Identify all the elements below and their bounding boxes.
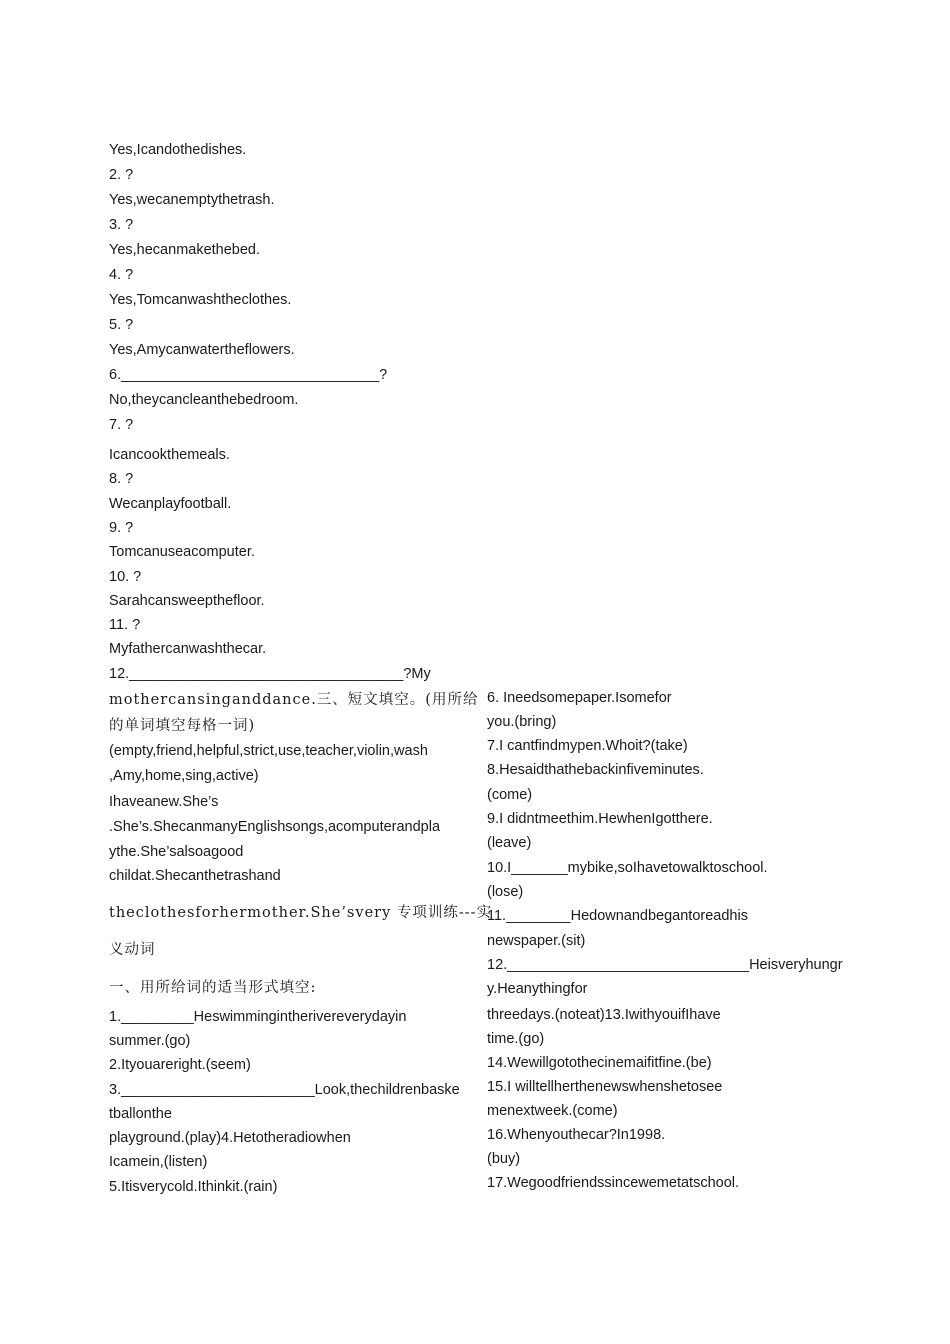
text-line: 8. ? (109, 471, 134, 487)
text-line: mothercansinganddance.三、短文填空。(用所给 (109, 692, 479, 708)
text-line: (buy) (487, 1151, 521, 1167)
text-line: Wecanplayfootball. (109, 496, 232, 512)
text-line: y.Heanythingfor (487, 981, 588, 997)
text-line: Yes,hecanmakethebed. (109, 242, 261, 258)
text-line: 9.I didntmeethim.HewhenIgotthere. (487, 811, 713, 827)
text-line: Tomcanuseacomputer. (109, 544, 255, 560)
text-line: No,theycancleanthebedroom. (109, 392, 299, 408)
text-line: Yes,wecanemptythetrash. (109, 192, 275, 208)
text-line: (come) (487, 787, 533, 803)
text-line: 8.Hesaidthathebackinfiveminutes. (487, 762, 704, 778)
text-line: Yes,Tomcanwashtheclothes. (109, 292, 292, 308)
text-line: 17.Wegoodfriendssincewemetatschool. (487, 1175, 740, 1191)
text-line: 5.Itisverycold.Ithinkit.(rain) (109, 1179, 278, 1195)
text-line: Icancookthemeals. (109, 447, 230, 463)
text-line: 2.Ityouareright.(seem) (109, 1057, 251, 1073)
text-line: 6. Ineedsomepaper.Isomefor (487, 690, 672, 706)
text-line: 3. ? (109, 217, 134, 233)
text-line: 10.I_______mybike,soIhavetowalktoschool. (487, 860, 768, 876)
text-line: ,Amy,home,sing,active) (109, 768, 259, 784)
text-line: 7. ? (109, 417, 134, 433)
text-line: childat.Shecanthetrashand (109, 868, 281, 884)
text-line: 7.I cantfindmypen.Whoit?(take) (487, 738, 688, 754)
text-line: tballonthe (109, 1106, 172, 1122)
text-line: 11. ? (109, 617, 141, 633)
text-line: menextweek.(come) (487, 1103, 618, 1119)
text-line: 16.Whenyouthecar?In1998. (487, 1127, 666, 1143)
text-line: (lose) (487, 884, 524, 900)
text-line: 3.________________________Look,thechildrenbaske (109, 1082, 460, 1098)
text-line: Sarahcansweepthefloor. (109, 593, 265, 609)
text-line: 12.__________________________________?My (109, 666, 431, 682)
text-line: 5. ? (109, 317, 134, 333)
text-line: Myfathercanwashthecar. (109, 641, 267, 657)
text-line: 义动词 (109, 942, 156, 958)
text-line: Yes,Icandothedishes. (109, 142, 247, 158)
text-line: 一、用所给词的适当形式填空: (109, 980, 317, 996)
text-line: 的单词填空每格一词) (109, 718, 256, 734)
text-line: 4. ? (109, 267, 134, 283)
text-line: theclothesforhermother.She’svery 专项训练---实 (109, 905, 493, 921)
text-line: you.(bring) (487, 714, 557, 730)
text-line: 15.I willtellherthenewswhenshetosee (487, 1079, 723, 1095)
text-line: 9. ? (109, 520, 134, 536)
text-line: threedays.(noteat)13.IwithyouifIhave (487, 1007, 721, 1023)
text-line: 12.______________________________Heisveryhungr (487, 957, 843, 973)
text-line: 11.________Hedownandbegantoreadhis (487, 908, 748, 924)
text-line: time.(go) (487, 1031, 545, 1047)
text-line: Icamein,(listen) (109, 1154, 208, 1170)
text-line: 6.________________________________? (109, 367, 388, 383)
text-line: 14.Wewillgotothecinemaifitfine.(be) (487, 1055, 712, 1071)
text-line: (empty,friend,helpful,strict,use,teacher,violin,wash (109, 743, 428, 759)
text-line: ythe.She’salsoagood (109, 844, 244, 860)
text-line: playground.(play)4.Hetotheradiowhen (109, 1130, 351, 1146)
text-line: Yes,Amycanwatertheflowers. (109, 342, 295, 358)
text-line: .She’s.ShecanmanyEnglishsongs,acomputerandpla (109, 819, 441, 835)
text-line: Ihaveanew.She’s (109, 794, 219, 810)
text-line: summer.(go) (109, 1033, 191, 1049)
text-line: 1._________Heswimmingintherivereverydayin (109, 1009, 407, 1025)
text-line: (leave) (487, 835, 532, 851)
text-line: 10. ? (109, 569, 142, 585)
text-line: 2. ? (109, 167, 134, 183)
text-line: newspaper.(sit) (487, 933, 586, 949)
